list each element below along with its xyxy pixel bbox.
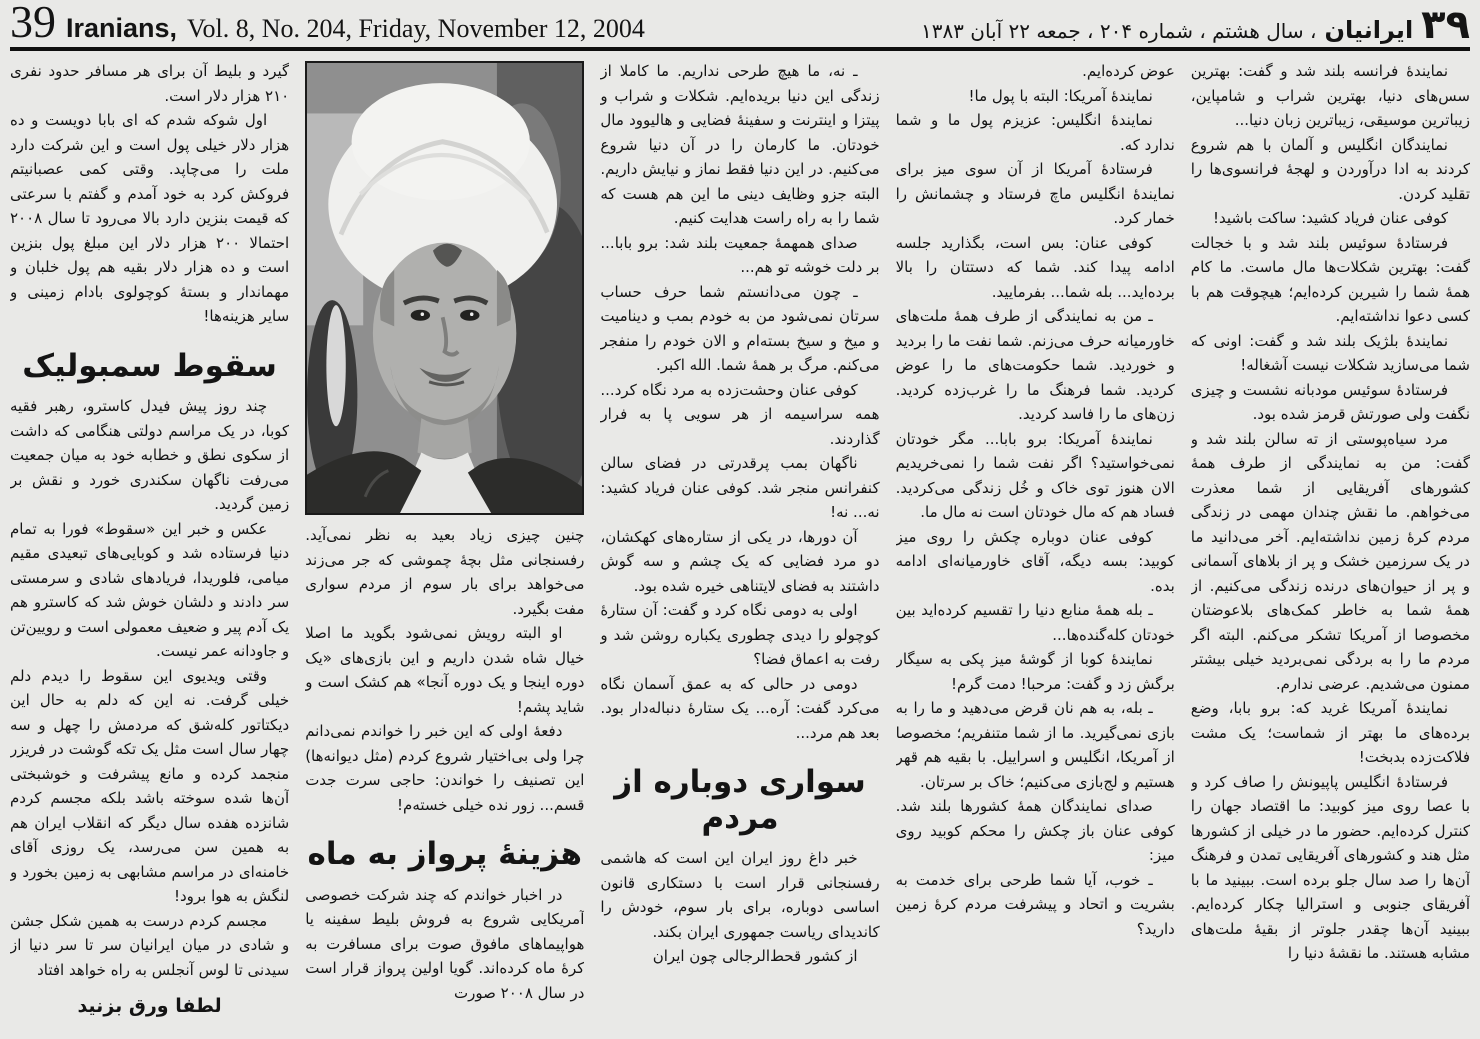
paragraph: ـ نه، ما هیچ طرحی نداریم. ما کاملا از زندگی این دنیا بریده‌ایم. شکلات و شراب و پیتزا و اینترنت و سفینهٔ فضایی و هالیوود مال خودتان. ما کارمان را در آن دنیا شروع می‌کنیم. در این دنیا فقط نماز و نیایش داریم. البته جزو وظایف دینی ما این هم هست که شما را به راه راست هدایت کنیم. (600, 62, 880, 227)
paragraph: نمایندگان انگلیس و آلمان با هم شروع کردند به ادا درآوردن و لهجهٔ فرانسوی‌ها را تقلید کردن. (1190, 135, 1470, 203)
column-2 (896, 59, 1175, 1039)
paragraph: فرستادهٔ سوئیس بلند شد و با خجالت گفت: بهترین شکلات‌ها مال ماست. ما کام همهٔ شما را شیرین کرده‌ایم؛ هیچوقت هم با کسی دعوا نداشته‌ایم. (1190, 233, 1470, 325)
paragraph: دومی در حالی که به عمق آسمان نگاه می‌کرد گفت: آره... یک ستارهٔ دنباله‌دار بود. بعد هم مرد... (600, 674, 880, 742)
publication-title-fa: ایرانیان (1324, 16, 1414, 44)
paragraph: در اخبار خواندم که چند شرکت خصوصی آمریکایی شروع به فروش بلیط سفینه یا هواپیماهای مافوق صوت برای مسافرت به کرهٔ ماه کرده‌اند. گویا اولین پرواز قرار است در سال ۲۰۰۸ صورت (305, 885, 585, 1002)
paragraph: ـ بله، به هم نان قرض می‌دهید و ما را به بازی نمی‌گیرید. ما از شما متنفریم؛ مخصوصا از آمریکا، انگلیس و اسراییل. با بقیه هم قهر هستیم و لج‌بازی می‌کنیم؛ خاک بر سرتان. (895, 699, 1175, 791)
paragraph: نمایندهٔ بلژیک بلند شد و گفت: اونی که شما می‌سازید شکلات نیست آشغاله! (1190, 331, 1470, 374)
paragraph: چند روز پیش فیدل کاسترو، رهبر فقیه کوبا، در یک مراسم دولتی هنگامی که داشت از سکوی نطق و خطابه خود به میان جمعیت می‌رفت ناگهان سکندری خورد و نقش بر زمین گردید. (10, 397, 290, 514)
publication-title-en: Iranians, (66, 13, 178, 43)
paragraph: عوض کرده‌ایم. (1082, 62, 1175, 80)
paragraph: کوفی عنان دوباره چکش را روی میز کوبید: بسه دیگه، آقای خاورمیانه‌ای ادامه بده. (895, 527, 1175, 595)
paragraph: وقتی ویدیوی این سقوط را دیدم دلم خیلی گرفت. نه این که دلم به حال این دیکتاتور کله‌شق که مردمش را چهل و سه چهار سال است مثل یک تکه گوشت در فریزر منجمد کرده و مانع پیشرفت و خوشبختی آن‌ها شده سوخته باشد بلکه مجسم کردم شانزده هفده سال دیگر که انقلاب ایران هم به همین سن می‌رسد، یک روزی آقای خامنه‌ای در مراسم مشابهی به زمین بخورد و لنگش به هوا برود! (10, 666, 290, 906)
paragraph: کوفی عنان وحشت‌زده به مرد نگاه کرد... همه سراسیمه از هر سویی پا به فرار گذاردند. (600, 380, 880, 448)
photo-man-with-large-white-turban (305, 61, 584, 515)
headline-symbolic-fall: سقوط سمبولیک (22, 347, 277, 384)
paragraph: فرستادهٔ آمریکا از آن سوی میز برای نمایندهٔ انگلیس ماچ فرستاد و چشمانش را خمار کرد. (895, 160, 1175, 227)
portrait-illustration (307, 63, 582, 513)
masthead-rule (10, 47, 1470, 51)
issue-info-en: Vol. 8, No. 204, Friday, November 12, 2004 (187, 14, 645, 43)
paragraph: ناگهان بمب پرقدرتی در فضای سالن کنفرانس منجر شد. کوفی عنان فریاد کشید: نه... نه! (600, 454, 880, 521)
masthead (10, 0, 1470, 48)
paragraph: مجسم کردم درست به همین شکل جشن و شادی در میان ایرانیان سر تا سر دنیا از سیدنی تا لوس آنجلس به راه خواهد افتاد (10, 911, 290, 979)
page-number-fa: ۳۹ (1421, 2, 1470, 48)
please-turn-page-note: لطفا ورق بزنید (77, 995, 222, 1018)
paragraph: گیرد و بلیط آن برای هر مسافر حدود نفری ۲۱۰ هزار دلار است. (10, 62, 290, 105)
paragraph: فرستادهٔ سوئیس مودبانه نشست و چیزی نگفت ولی صورتش قرمز شده بود. (1190, 380, 1470, 423)
column-4 (305, 59, 584, 1039)
paragraph: نمایندهٔ فرانسه بلند شد و گفت: بهترین سس‌های دنیا، بهترین شراب و شامپاین، زیباترین موسیقی، زیباترین زبان دنیا... (1190, 62, 1470, 129)
paragraph: آن دورها، در یکی از ستاره‌های کهکشان، دو مرد فضایی که یک چشم و سه گوش داشتند به فضای لایتناهی خیره شده بود. (600, 527, 880, 595)
paragraph: چنین چیزی زیاد بعید به نظر نمی‌آید. رفسنجانی مثل بچهٔ چموشی که جر می‌زند می‌خواهد برای بار سوم از مردم سواری مفت بگیرد. (305, 526, 585, 618)
paragraph: ـ چون می‌دانستم شما حرف حساب سرتان نمی‌شود من به خودم بمب و دینامیت و میخ و سیخ بسته‌ام و الان خودم را منفجر می‌کنم. مرگ بر همهٔ شما. الله اکبر. (600, 282, 880, 374)
paragraph: نمایندهٔ آمریکا: برو بابا... مگر خودتان نمی‌خواستید؟ اگر نفت شما را نمی‌خریدیم الان هنوز توی خاک و خُل زندگی می‌کردید. فساد هم که مال خودتان است نه مال ما. (895, 429, 1175, 521)
column-3 (600, 59, 879, 1039)
article-columns (10, 59, 1470, 1039)
page-number-en: 39 (10, 0, 56, 47)
issue-info-fa: ، سال هشتم ، شماره ۲۰۴ ، جمعه ۲۲ آبان ۱۳۸۳ (920, 19, 1317, 43)
paragraph: نمایندهٔ انگلیس: عزیزم پول ما و شما ندارد که. (895, 111, 1175, 154)
paragraph: صدای نمایندگان همهٔ کشورها بلند شد. کوفی عنان باز چکش را محکم کوبید روی میز: (895, 797, 1175, 864)
paragraph: خبر داغ روز ایران این است که هاشمی رفسنجانی قرار است با دستکاری قانون اساسی دوباره، برای بار سوم، خودش را کاندیدای ریاست جمهوری ایران بکند. (600, 849, 880, 941)
paragraph: کوفی عنان: بس است، بگذارید جلسه ادامه پیدا کند. شما که دستتان را بالا برده‌اید... بله شما... بفرمایید. (895, 233, 1175, 301)
paragraph: دفعهٔ اولی که این خبر را خواندم نمی‌دانم چرا ولی بی‌اختیار شروع کردم (مثل دیوانه‌ها) این تصنیف را خواندن: حاجی سرت جدت قسم... زور نده خیلی خسته‌م! (305, 722, 585, 814)
paragraph: ـ خوب، آیا شما طرحی برای خدمت به بشریت و اتحاد و پیشرفت مردم کرهٔ زمین دارید؟ (895, 870, 1175, 938)
paragraph: عکس و خبر این «سقوط» فورا به تمام دنیا فرستاده شد و کوبایی‌های تبعیدی مقیم میامی، فلوریدا، فریادهای شادی و سرمستی سر دادند و دلشان خوش شد که کاسترو هم یک آدم پیر و ضعیف معمولی است و رویین‌تن و جاودانه عمر نیست. (10, 519, 290, 661)
paragraph: ـ من به نمایندگی از طرف همهٔ ملت‌های خاورمیانه حرف می‌زنم. شما نفت ما را بردید و خوردید. شما حکومت‌های ما را عوض کردید. شما فرهنگ ما را غرب‌زده کردید. زن‌های ما را فاسد کردید. (895, 307, 1175, 423)
column-1 (1191, 59, 1470, 1039)
headline-riding-people-again: سواری دوباره از مردم (614, 764, 866, 836)
paragraph: اول شوکه شدم که ای بابا دویست و ده هزار دلار خیلی پول است و این شرکت دارد ملت را می‌چاپد. وقتی کمی عصبانیتم فروکش کرد به خود آمدم و گفتم با سرعتی که قیمت بنزین دارد بالا می‌رود تا سال ۲۰۰۸ احتمالا ۲۰۰ هزار دلار این مبلغ پول بنزین است و ده هزار دلار بقیه هم پول خلبان و مهماندار و بستهٔ کوچولوی بادام زمینی و سایر هزینه‌ها! (10, 111, 290, 325)
paragraph: ـ بله همهٔ منابع دنیا را تقسیم کرده‌اید بین خودتان کله‌گنده‌ها... (895, 601, 1175, 644)
paragraph: از کشور قحط‌الرجالی چون ایران (652, 947, 858, 966)
masthead-persian (920, 2, 1470, 48)
paragraph: نمایندهٔ آمریکا غرید که: برو بابا، وضع برده‌های ما بهتر از شماست؛ یک مشت فلاکت‌زده بدبخت! (1190, 699, 1470, 766)
paragraph: صدای همهمهٔ جمعیت بلند شد: برو بابا... بر دلت خوشه تو هم... (600, 233, 880, 276)
paragraph: مرد سیاه‌پوستی از ته سالن بلند شد و گفت: من به نمایندگی از طرف همهٔ کشورهای آفریقایی از شما معذرت می‌خواهم. ما نقش چندان مهمی در زندگی مردم کرهٔ زمین نداشته‌ایم. آخر می‌دانید ما در یک سرزمین خشک و پر از بلاهای آسمانی و پر از حیوان‌های درنده زندگی می‌کنیم. از همهٔ شما به خاطر کمک‌های بلاعوضتان مخصوصا از آمریکا تشکر می‌کنم. البته اگر مردم ما را به بردگی نمی‌بردید خیلی بیشتر ممنون می‌شدیم. عرضی ندارم. (1190, 429, 1470, 693)
paragraph: فرستادهٔ انگلیس پاپیونش را صاف کرد و با عصا روی میز کوبید: ما اقتصاد جهان را کنترل کرده‌ایم. حضور ما در خیلی از کشورها مثل هند و کشورهای آفریقایی تمدن و فرهنگ آن‌ها را صد سال جلو برده است. ببینید ما با آفریقای جنوبی و استرالیا چکار کرده‌ایم. ببینید آن‌ها چقدر جلوتر از بقیهٔ ملت‌های مشابه هستند. ما نقشهٔ دنیا را (1190, 772, 1470, 962)
column-5 (10, 59, 289, 1039)
paragraph: او البته رویش نمی‌شود بگوید ما اصلا خیال شاه شدن داریم و این بازی‌های «یک دوره اینجا و یک دوره آنجا» هم کشک است و شاید پشم! (305, 624, 585, 716)
masthead-english (10, 0, 645, 47)
headline-cost-of-flight-to-moon: هزینهٔ پرواز به ماه (307, 836, 583, 872)
paragraph: کوفی عنان فریاد کشید: ساکت باشید! (1212, 209, 1448, 227)
paragraph: نمایندهٔ آمریکا: البته با پول ما! (968, 86, 1153, 105)
paragraph: نمایندهٔ کوبا از گوشهٔ میز پکی به سیگار برگش زد و گفت: مرحبا! دمت گرم! (895, 650, 1175, 693)
paragraph: اولی به دومی نگاه کرد و گفت: آن ستارهٔ کوچولو را دیدی چطوری یکباره روشن شد و رفت به اعماق فضا؟ (600, 601, 880, 668)
